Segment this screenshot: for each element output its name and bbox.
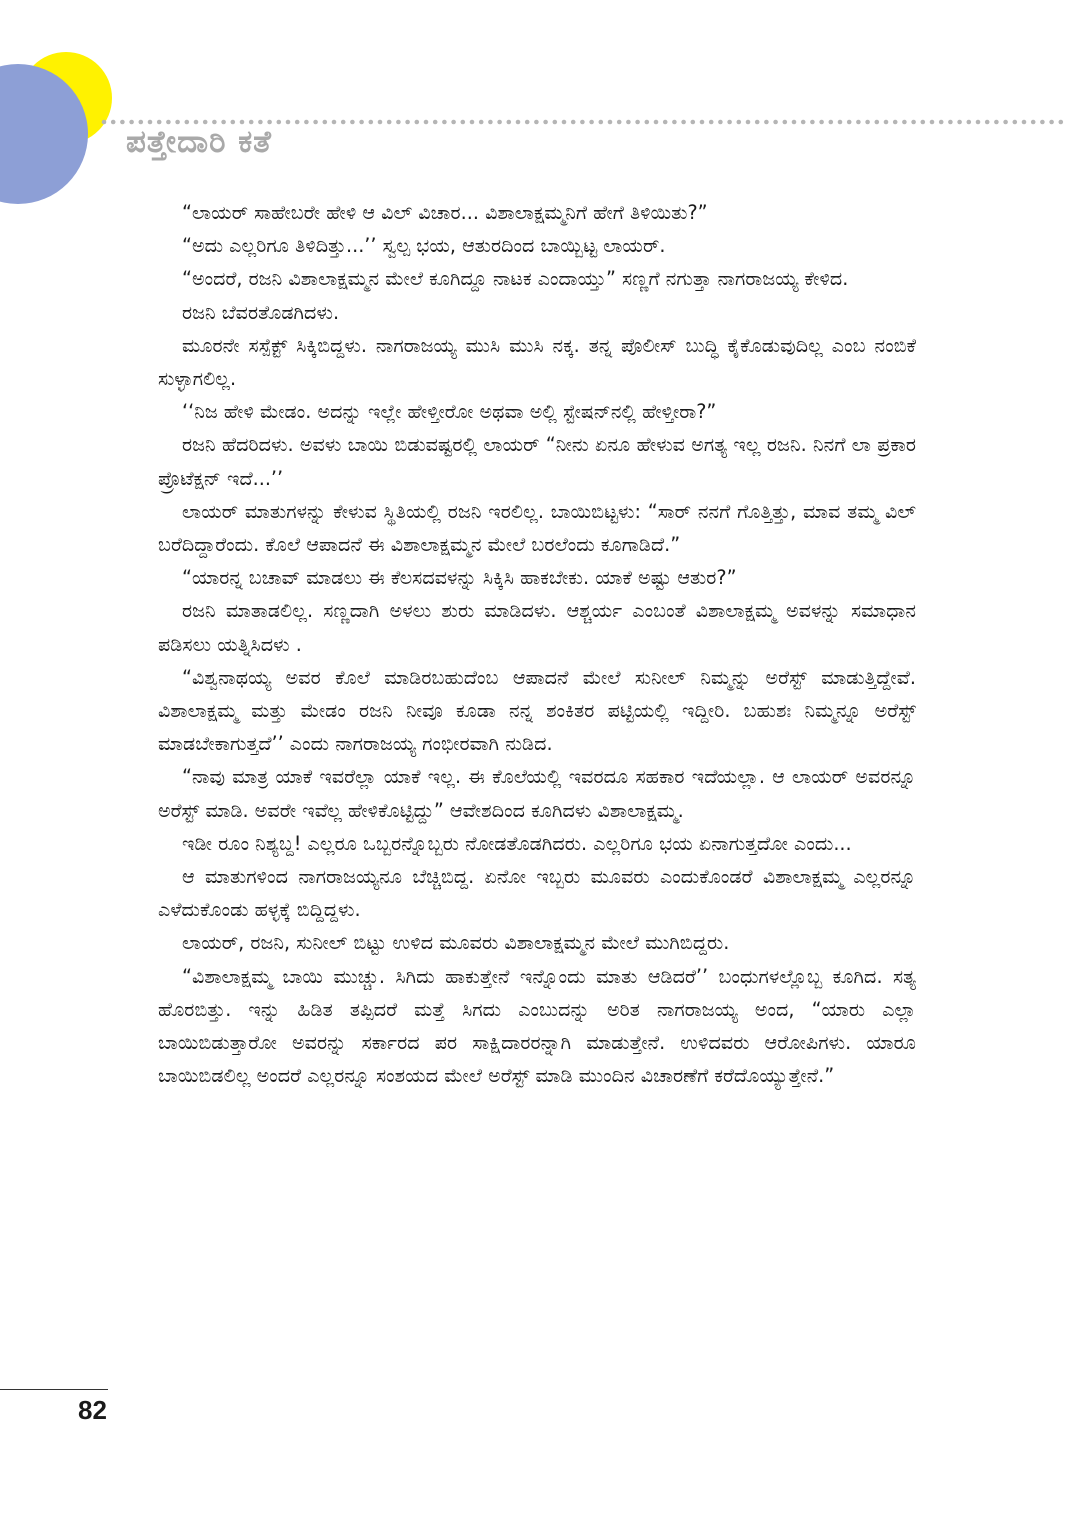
dot (681, 120, 686, 125)
dot (746, 120, 751, 125)
dot (387, 120, 392, 125)
dot (957, 120, 962, 125)
dot (1003, 120, 1008, 125)
dot (727, 120, 732, 125)
dot (829, 120, 834, 125)
dot (396, 120, 401, 125)
dot (442, 120, 447, 125)
dot (967, 120, 972, 125)
dot (700, 120, 705, 125)
dot (543, 120, 548, 125)
story-paragraph: “ವಿಶ್ವನಾಥಯ್ಯ ಅವರ ಕೊಲೆ ಮಾಡಿರಬಹುದೆಂಬ ಆಪಾದನೆ ಮೇಲೆ ಸುನೀಲ್ ನಿಮ್ಮನ್ನು ಅರೆಸ್ಟ್ ಮಾಡುತ್ತಿದ್ದೇವೆ. ವಿಶಾಲಾಕ್ಷಮ್ಮ ಮತ್ತು ಮೇಡಂ ರಜನಿ ನೀವೂ ಕೂಡಾ ನನ್ನ ಶಂಕಿತರ ಪಟ್ಟಿಯಲ್ಲಿ ಇದ್ದೀರಿ. ಬಹುಶಃ ನಿಮ್ಮನ್ನೂ ಅರೆಸ್ಟ್ ಮಾಡಬೇಕಾಗುತ್ತದೆ’’ ಎಂದು ನಾಗರಾಜಯ್ಯ ಗಂಭೀರವಾಗಿ ನುಡಿದ. (158, 665, 916, 756)
dot (626, 120, 631, 125)
dot (939, 120, 944, 125)
dot (525, 120, 530, 125)
dot (562, 120, 567, 125)
dot (608, 120, 613, 125)
dot (451, 120, 456, 125)
dot (516, 120, 521, 125)
dot (111, 120, 116, 125)
dot (856, 120, 861, 125)
dot (948, 120, 953, 125)
dot (976, 120, 981, 125)
story-paragraph: ರಜನಿ ಮಾತಾಡಲಿಲ್ಲ. ಸಣ್ಣದಾಗಿ ಅಳಲು ಶುರು ಮಾಡಿದಳು. ಆಶ್ಚರ್ಯ ಎಂಬಂತೆ ವಿಶಾಲಾಕ್ಷಮ್ಮ ಅವಳನ್ನು ಸಮಾಧಾನ ಪಡಿಸಲು ಯತ್ನಿಸಿದಳು . (158, 599, 916, 656)
dot (589, 120, 594, 125)
dot (304, 120, 309, 125)
dot (663, 120, 668, 125)
dot (737, 120, 742, 125)
dot (359, 120, 364, 125)
story-paragraph: “ನಾವು ಮಾತ್ರ ಯಾಕೆ ಇವರೆಲ್ಲಾ ಯಾಕೆ ಇಲ್ಲ. ಈ ಕೊಲೆಯಲ್ಲಿ ಇವರದೂ ಸಹಕಾರ ಇದೆಯಲ್ಲಾ. ಆ ಲಾಯರ್ ಅವರನ್ನೂ ಅರೆಸ್ಟ್ ಮಾಡಿ. ಅವರೇ ಇವೆಲ್ಲ ಹೇಳಿಕೊಟ್ಟಿದ್ದು” ಆವೇಶದಿಂದ ಕೂಗಿದಳು ವಿಶಾಲಾಕ್ಷಮ್ಮ. (158, 765, 916, 822)
story-paragraph: ಲಾಯರ್, ರಜನಿ, ಸುನೀಲ್ ಬಿಟ್ಟು ಉಳಿದ ಮೂವರು ವಿಶಾಲಾಕ್ಷಮ್ಮನ ಮೇಲೆ ಮುಗಿಬಿದ್ದರು. (182, 931, 730, 955)
dot (378, 120, 383, 125)
dot (1049, 120, 1054, 125)
story-paragraph: ಮೂರನೇ ಸಸ್ಪೆಕ್ಟ್ ಸಿಕ್ಕಿಬಿದ್ದಳು. ನಾಗರಾಜಯ್ಯ ಮುಸಿ ಮುಸಿ ನಕ್ಕ. ತನ್ನ ಪೊಲೀಸ್ ಬುದ್ಧಿ ಕೈಕೊಡುವುದಿಲ್ಲ ಎಂಬ ನಂಬಿಕೆ ಸುಳ್ಳಾಗಲಿಲ್ಲ. (158, 333, 916, 391)
dot (286, 120, 291, 125)
dot (433, 120, 438, 125)
dot (534, 120, 539, 125)
story-paragraph: “ಲಾಯರ್ ಸಾಹೇಬರೇ ಹೇಳಿ ಆ ವಿಲ್ ವಿಚಾರ... ವಿಶಾಲಾಕ್ಷಮ್ಮನಿಗೆ ಹೇಗೆ ತಿಳಿಯಿತು?” (182, 201, 708, 224)
dot (691, 120, 696, 125)
dot (553, 120, 558, 125)
dot (911, 120, 916, 125)
story-paragraph: “ಯಾರನ್ನ ಬಚಾವ್ ಮಾಡಲು ಈ ಕೆಲಸದವಳನ್ನು ಸಿಕ್ಕಿಸಿ ಹಾಕಬೇಕು. ಯಾಕೆ ಅಷ್ಟು ಆತುರ?” (182, 566, 737, 590)
dot (709, 120, 714, 125)
dot (277, 120, 282, 125)
story-text (158, 196, 916, 1406)
dot (479, 120, 484, 125)
dot (323, 120, 328, 125)
footer-rule (0, 1389, 108, 1390)
section-title: ಪತ್ತೇದಾರಿ ಕತೆ (126, 124, 272, 160)
dot (415, 120, 420, 125)
yellow-circle (20, 52, 112, 144)
dot (994, 120, 999, 125)
blue-circle (0, 64, 88, 204)
dot (424, 120, 429, 125)
dot (884, 120, 889, 125)
dot (617, 120, 622, 125)
dot (507, 120, 512, 125)
dot (488, 120, 493, 125)
dot (571, 120, 576, 125)
story-paragraph: “ಅದು ಎಲ್ಲರಿಗೂ ತಿಳಿದಿತ್ತು...’’ ಸ್ವಲ್ಪ ಭಯ, ಆತುರದಿಂದ ಬಾಯ್ಬಿಟ್ಟ ಲಾಯರ್. (182, 234, 666, 258)
dot (470, 120, 475, 125)
dot (1040, 120, 1045, 125)
story-paragraph: ಇಡೀ ರೂಂ ನಿಶ್ಯಬ್ದ! ಎಲ್ಲರೂ ಒಬ್ಬರನ್ನೊಬ್ಬರು ನೋಡತೊಡಗಿದರು. ಎಲ್ಲರಿಗೂ ಭಯ ಏನಾಗುತ್ತದೋ ಎಂದು... (182, 831, 852, 855)
story-paragraph: ಆ ಮಾತುಗಳಿಂದ ನಾಗರಾಜಯ್ಯನೂ ಬೆಚ್ಚಿಬಿದ್ದ. ಏನೋ ಇಬ್ಬರು ಮೂವರು ಎಂದುಕೊಂಡರೆ ವಿಶಾಲಾಕ್ಷಮ್ಮ ಎಲ್ಲರನ್ನೂ ಎಳೆದುಕೊಂಡು ಹಳ್ಳಕ್ಕೆ ಬಿದ್ದಿದ್ದಳು. (158, 865, 916, 922)
dot (102, 120, 107, 125)
dot (341, 120, 346, 125)
dot (369, 120, 374, 125)
dot (654, 120, 659, 125)
dot (332, 120, 337, 125)
dot (405, 120, 410, 125)
dot (313, 120, 318, 125)
dot (599, 120, 604, 125)
dot (810, 120, 815, 125)
dot (902, 120, 907, 125)
dot (875, 120, 880, 125)
dot (350, 120, 355, 125)
dot (847, 120, 852, 125)
dot (1059, 120, 1064, 125)
story-paragraph: ‘‘ನಿಜ ಹೇಳಿ ಮೇಡಂ. ಅದನ್ನು ಇಲ್ಲೇ ಹೇಳ್ತೀರೋ ಅಥವಾ ಅಲ್ಲಿ ಸ್ಟೇಷನ್‌ನಲ್ಲಿ ಹೇಳ್ತೀರಾ?” (182, 400, 717, 424)
story-paragraph: ರಜನಿ ಬೆವರತೊಡಗಿದಳು. (182, 300, 340, 324)
dot (1013, 120, 1018, 125)
page-number: 82 (78, 1395, 107, 1425)
dot (985, 120, 990, 125)
dot (792, 120, 797, 125)
story-paragraph: ಲಾಯರ್ ಮಾತುಗಳನ್ನು ಕೇಳುವ ಸ್ಥಿತಿಯಲ್ಲಿ ರಜನಿ ಇರಲಿಲ್ಲ. ಬಾಯಿಬಿಟ್ಟಳು: “ಸಾರ್ ನನಗೆ ಗೊತ್ತಿತ್ತು, ಮಾವ ತಮ್ಮ ವಿಲ್ ಬರೆದಿದ್ದಾರೆಂದು. ಕೊಲೆ ಆಪಾದನೆ ಈ ವಿಶಾಲಾಕ್ಷಮ್ಮನ ಮೇಲೆ ಬರಲೆಂದು ಕೂಗಾಡಿದೆ.” (158, 499, 916, 557)
dot (580, 120, 585, 125)
story-paragraph: “ಅಂದರೆ, ರಜನಿ ವಿಶಾಲಾಕ್ಷಮ್ಮನ ಮೇಲೆ ಕೂಗಿದ್ದೂ ನಾಟಕ ಎಂದಾಯ್ತು” ಸಣ್ಣಗೆ ನಗುತ್ತಾ ನಾಗರಾಜಯ್ಯ ಕೇಳಿದ. (182, 267, 849, 291)
dot (930, 120, 935, 125)
dot (764, 120, 769, 125)
dot (773, 120, 778, 125)
dot (718, 120, 723, 125)
dot (921, 120, 926, 125)
dot (801, 120, 806, 125)
story-paragraph: ರಜನಿ ಹೆದರಿದಳು. ಅವಳು ಬಾಯಿ ಬಿಡುವಷ್ಟರಲ್ಲಿ ಲಾಯರ್ “ನೀನು ಏನೂ ಹೇಳುವ ಅಗತ್ಯ ಇಲ್ಲ ರಜನಿ. ನಿನಗೆ ಲಾ ಪ್ರಕಾರ ಪ್ರೊಟೆಕ್ಷನ್ ಇದೆ...’’ (158, 433, 916, 490)
dot (461, 120, 466, 125)
header-decoration (0, 0, 1072, 220)
dot (819, 120, 824, 125)
dot (1031, 120, 1036, 125)
story-paragraph: “ವಿಶಾಲಾಕ್ಷಮ್ಮ ಬಾಯಿ ಮುಚ್ಚು. ಸಿಗಿದು ಹಾಕುತ್ತೇನೆ ಇನ್ನೊಂದು ಮಾತು ಆಡಿದರೆ’’ ಬಂಧುಗಳಲ್ಲೊಬ್ಬ ಕೂಗಿದ. ಸತ್ಯ ಹೊರಬಿತ್ತು. ಇನ್ನು ಹಿಡಿತ ತಪ್ಪಿದರೆ ಮತ್ತೆ ಸಿಗದು ಎಂಬುದನ್ನು ಅರಿತ ನಾಗರಾಜಯ್ಯ ಅಂದ, “ಯಾರು ಎಲ್ಲಾ ಬಾಯಿಬಿಡುತ್ತಾರೋ ಅವರನ್ನು ಸರ್ಕಾರದ ಪರ ಸಾಕ್ಷಿದಾರರನ್ನಾಗಿ ಮಾಡುತ್ತೇನೆ. ಉಳಿದವರು ಆರೋಪಿಗಳು. ಯಾರೂ ಬಾಯಿಬಿಡಲಿಲ್ಲ ಅಂದರೆ ಎಲ್ಲರನ್ನೂ ಸಂಶಯದ ಮೇಲೆ ಅರೆಸ್ಟ್ ಮಾಡಿ ಮುಂದಿನ ವಿಚಾರಣೆಗೆ ಕರೆದೊಯ್ಯುತ್ತೇನೆ.” (158, 964, 916, 1088)
dot (1022, 120, 1027, 125)
dot (645, 120, 650, 125)
dot (497, 120, 502, 125)
dot (893, 120, 898, 125)
dot (295, 120, 300, 125)
dot (672, 120, 677, 125)
dot (838, 120, 843, 125)
dot (755, 120, 760, 125)
dot (120, 120, 125, 125)
dot (635, 120, 640, 125)
dot (865, 120, 870, 125)
dot (783, 120, 788, 125)
